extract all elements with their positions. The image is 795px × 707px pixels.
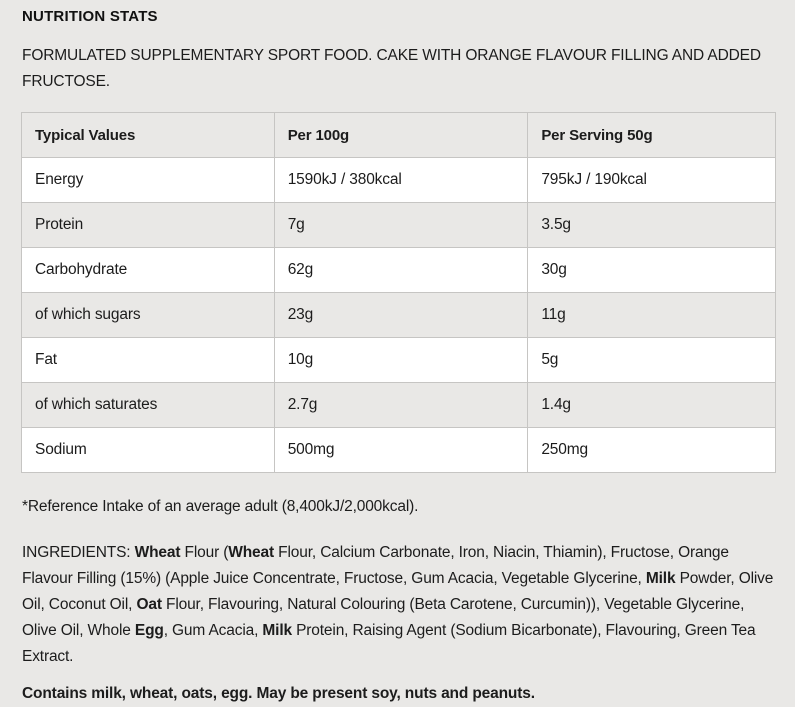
reference-intake-note: *Reference Intake of an average adult (8,400kJ/2,000kcal). — [22, 498, 419, 515]
per-100g-value: 7g — [274, 203, 528, 248]
nutrient-label: Carbohydrate — [22, 248, 275, 293]
nutrient-label: Protein — [22, 203, 275, 248]
column-header-typical-values: Typical Values — [22, 113, 275, 158]
nutrient-label: of which sugars — [22, 293, 275, 338]
product-description: FORMULATED SUPPLEMENTARY SPORT FOOD. CAKE WITH ORANGE FLAVOUR FILLING AND ADDED FRUCTOSE. — [22, 47, 761, 90]
per-serving-value: 1.4g — [528, 383, 776, 428]
table-row-fat — [22, 338, 776, 383]
column-header-per-serving: Per Serving 50g — [528, 113, 776, 158]
nutrient-label: of which saturates — [22, 383, 275, 428]
allergen-statement: Contains milk, wheat, oats, egg. May be present soy, nuts and peanuts. — [22, 685, 535, 702]
per-serving-value: 30g — [528, 248, 776, 293]
per-serving-value: 250mg — [528, 428, 776, 473]
per-100g-value: 500mg — [274, 428, 528, 473]
nutrient-label: Energy — [22, 158, 275, 203]
table-header-row — [22, 113, 776, 158]
per-100g-value: 10g — [274, 338, 528, 383]
table-row-carbohydrate — [22, 248, 776, 293]
per-100g-value: 1590kJ / 380kcal — [274, 158, 528, 203]
per-serving-value: 795kJ / 190kcal — [528, 158, 776, 203]
table-row-energy — [22, 158, 776, 203]
per-100g-value: 2.7g — [274, 383, 528, 428]
table-row-sugars — [22, 293, 776, 338]
per-serving-value: 11g — [528, 293, 776, 338]
column-header-per-100g: Per 100g — [274, 113, 528, 158]
section-title: NUTRITION STATS — [22, 8, 158, 25]
table-row-saturates — [22, 383, 776, 428]
table-row-sodium — [22, 428, 776, 473]
nutrient-label: Sodium — [22, 428, 275, 473]
per-100g-value: 23g — [274, 293, 528, 338]
table-row-protein — [22, 203, 776, 248]
per-serving-value: 5g — [528, 338, 776, 383]
ingredients-paragraph: INGREDIENTS: Wheat Flour (Wheat Flour, Calcium Carbonate, Iron, Niacin, Thiamin), Fructose, Orange Flavour Filling (15%) (Apple Juice Concentrate, Fructose, Gum Acacia, Vegetable Glycerine, Milk Powder, Olive Oil, Coconut Oil, Oat Flour, Flavouring, Natural Colouring (Beta Carotene, Curcumin)), Vegetable Glycerine, Olive Oil, Whole Egg, Gum Acacia, Milk Protein, Raising Agent (Sodium Bicarbonate), Flavouring, Green Tea Extract. — [22, 544, 774, 665]
per-100g-value: 62g — [274, 248, 528, 293]
nutrition-table — [21, 112, 776, 473]
nutrient-label: Fat — [22, 338, 275, 383]
per-serving-value: 3.5g — [528, 203, 776, 248]
